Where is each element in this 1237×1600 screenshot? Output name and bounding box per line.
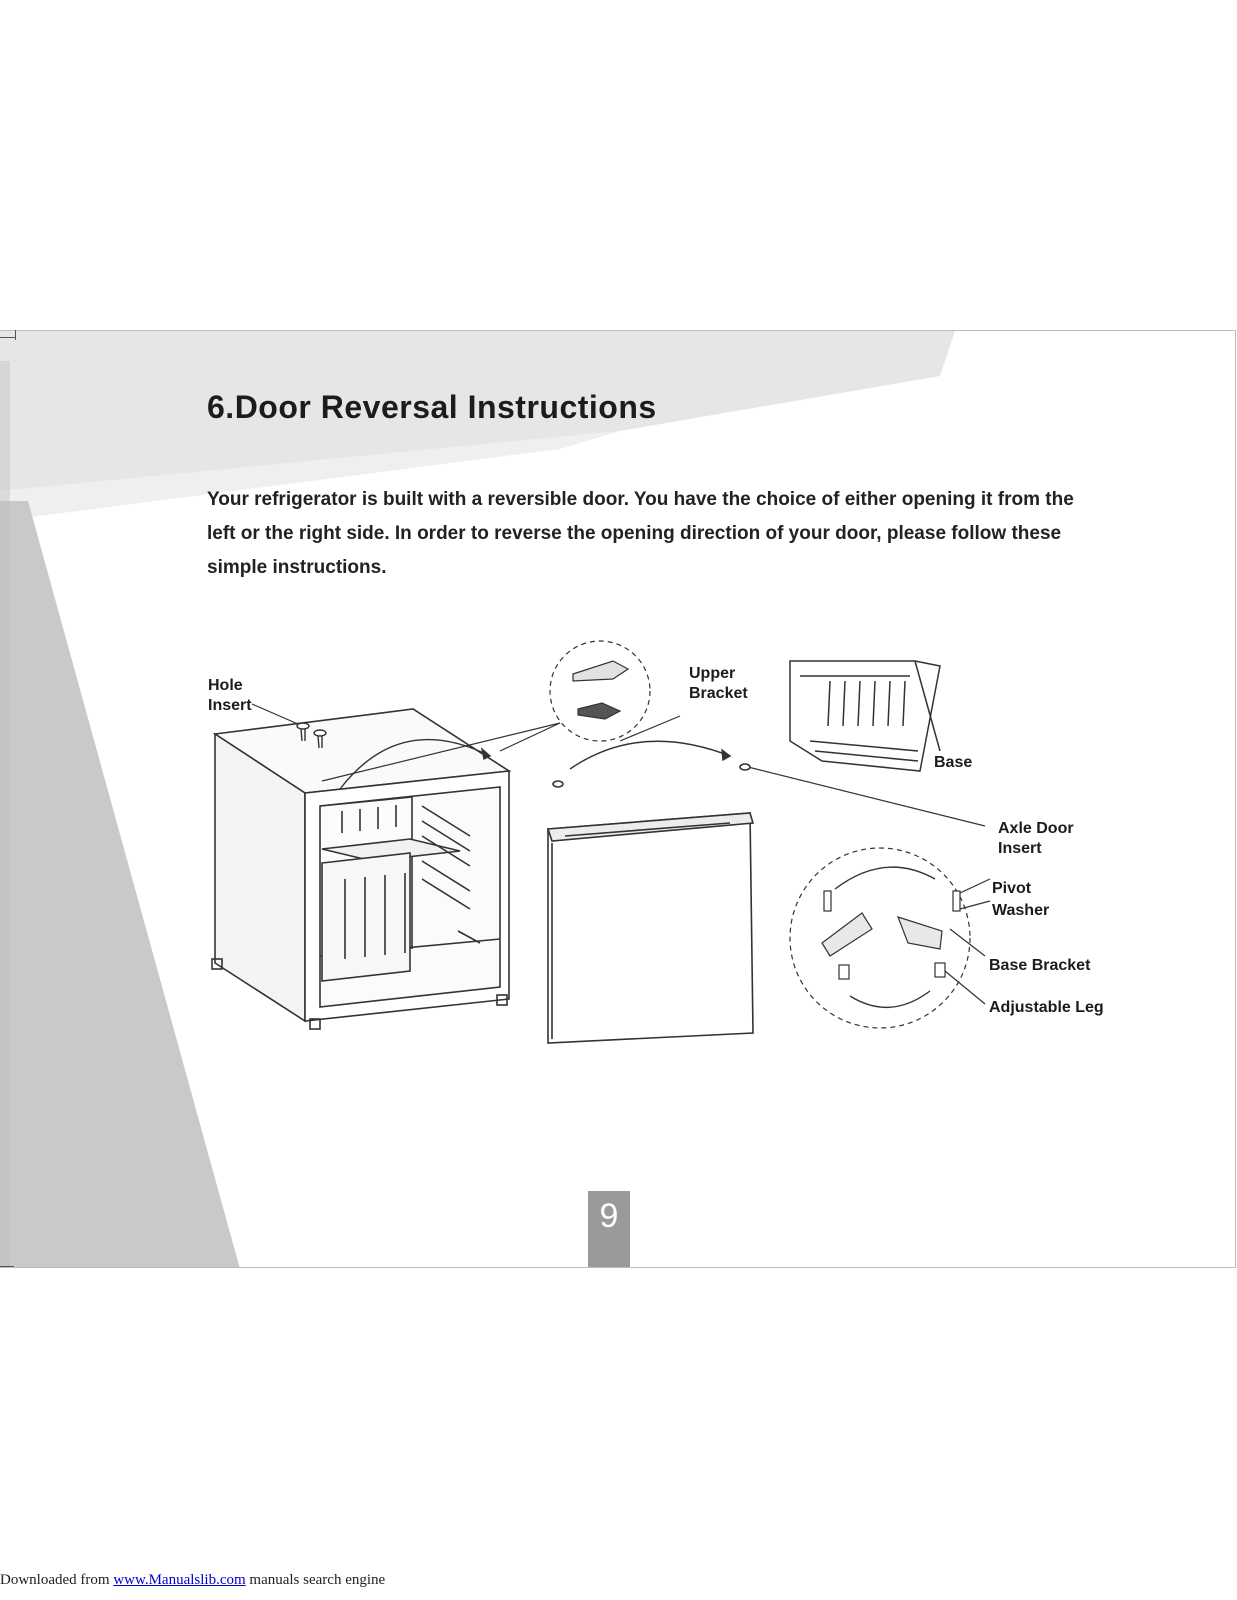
footer-suffix: manuals search engine [245,1572,386,1588]
label-hole: Hole [208,677,243,694]
label-base-bracket: Base Bracket [989,957,1091,974]
crop-mark-bottom [0,1266,14,1267]
refrigerator-cabinet-illustration [212,709,509,1029]
download-footer [0,1572,385,1589]
label-adjustable-leg: Adjustable Leg [989,999,1104,1016]
page-title: 6.Door Reversal Instructions [207,389,657,425]
base-illustration [790,661,940,771]
label-upper: Upper [689,665,736,682]
manual-page [0,330,1236,1268]
intro-paragraph: Your refrigerator is built with a reversible door. You have the choice of either opening it from the left or the right side. In order to reverse the opening direction of your door, please follow these simple instructions. [207,489,1074,578]
crop-mark-top [0,337,16,338]
base-bracket-detail [790,848,970,1028]
label-axle-insert: Insert [998,840,1042,857]
label-washer: Washer [992,902,1050,919]
footer-prefix: Downloaded from [0,1572,114,1588]
label-bracket: Bracket [689,685,748,702]
label-base: Base [934,754,973,771]
label-insert: Insert [208,697,252,714]
label-pivot: Pivot [992,880,1032,897]
door-illustration [548,764,753,1043]
manualslib-link[interactable]: www.Manualslib.com [113,1572,246,1588]
door-reversal-diagram [0,331,1236,1268]
page-number: 9 [588,1191,630,1268]
upper-bracket-detail [550,641,650,741]
label-axle-door: Axle Door [998,820,1074,837]
crop-mark-top-vertical [15,330,16,340]
